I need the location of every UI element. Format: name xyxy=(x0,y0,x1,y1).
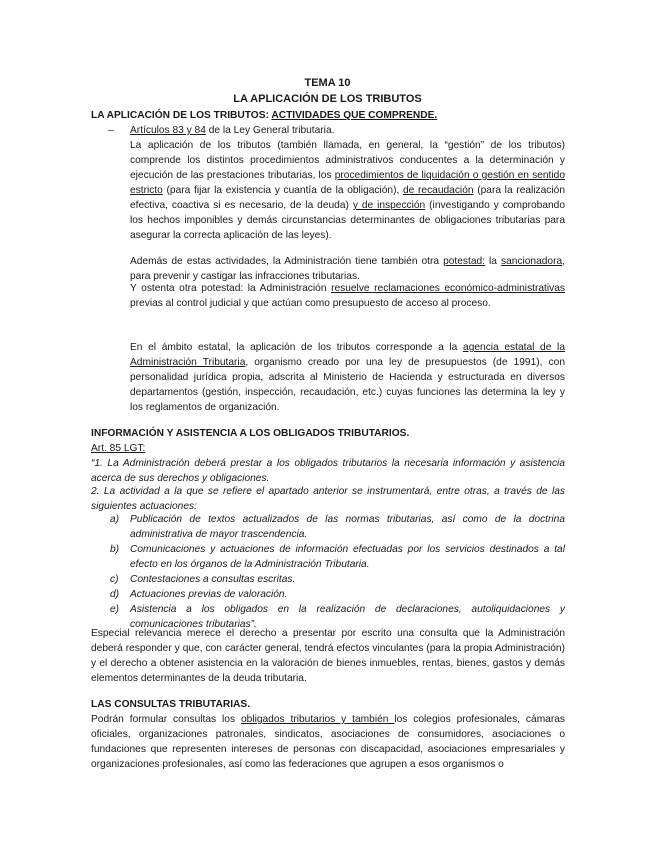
list-item: e) Asistencia a los obligados en la realización de declaraciones, autoliquidaciones y comunicaciones tributarias”. xyxy=(110,604,565,630)
article-85-reference: Art. 85 LGT: xyxy=(91,443,146,454)
paragraph-especial-relevancia: Especial relevancia merece el derecho a presentar por escrito una consulta que la Administración deberá responder y que, con carácter general, tendrá efectos vinculantes (para la propia Administración) y el derecho a obtener asistencia en la valoración de bienes inmuebles, rentas, bienes, gastos y demás elementos determinantes de la deuda tributaria. xyxy=(91,628,565,684)
paragraph-reclamaciones: Y ostenta otra potestad: la Administración resuelve reclamaciones económico-administrativas previas al control judicial y que actúan como presupuesto de acceso al proceso. xyxy=(130,283,565,309)
quote-paragraph-2: 2. La actividad a la que se refiere el apartado anterior se instrumentará, entre otras, a través de las siguientes actuaciones: xyxy=(91,486,565,512)
articles-reference: Artículos 83 y 84 xyxy=(130,125,206,136)
articles-line: Artículos 83 y 84 de la Ley General tributaria. xyxy=(130,125,335,136)
section-heading-aplicacion: LA APLICACIÓN DE LOS TRIBUTOS: ACTIVIDADES QUE COMPRENDE. xyxy=(91,110,438,121)
paragraph-agencia-estatal: En el ámbito estatal, la aplicación de los tributos corresponde a la agencia estatal de la Administración Tributaria, organismo creado por una ley de presupuestos (de 1991), con personalidad jurídica propia, adscrita al Ministerio de Hacienda y estructurada en diversos departamentos (gestión, inspección, recaudación, etc.) cuyas funciones las determina la ley y los reglamentos de organización. xyxy=(130,342,565,413)
list-item: a) Publicación de textos actualizados de las normas tributarias, así como de la doctrina administrativa de mayor trascendencia. xyxy=(110,514,565,540)
quote-paragraph-1: “1. La Administración deberá prestar a los obligados tributarios la necesaria información y asistencia acerca de sus derechos y obligaciones. xyxy=(91,458,565,484)
paragraph-aplicacion: La aplicación de los tributos (también llamada, en general, la “gestión” de los tributos) comprende los distintos procedimientos administrativos conducentes a la determinación y ejecución de las prestaciones tributarias, los procedimientos de liquidación o gestión en sentido estricto (para fijar la existencia y cuantía de la obligación), de recaudación (para la realización efectiva, coactiva si es necesario, de la deuda) y de inspección (investigando y comprobando los hechos imponibles y demás circunstancias determinantes de obligaciones tributarias para asegurar la correcta aplicación de las leyes). xyxy=(130,140,565,241)
paragraph-consultas: Podrán formular consultas los obligados tributarios y también los colegios profesionales, cámaras oficiales, organizaciones patronales, sindicatos, asociaciones de consumidores, asociaciones o fundaciones que representen intereses de personas con discapacidad, asociaciones empresariales y organizaciones profesionales, así como las federaciones que agrupen a esos organismos o xyxy=(91,714,565,770)
list-item: d) Actuaciones previas de valoración. xyxy=(110,589,288,600)
page-title: TEMA 10 xyxy=(304,77,351,89)
list-item: c) Contestaciones a consultas escritas. xyxy=(110,574,296,585)
section-heading-informacion: INFORMACIÓN Y ASISTENCIA A LOS OBLIGADOS TRIBUTARIOS. xyxy=(91,428,410,439)
paragraph-potestad-sancionadora: Además de estas actividades, la Administración tiene también otra potestad: la sancionadora, para prevenir y castigar las infracciones tributarias. xyxy=(130,256,565,282)
page-subtitle: LA APLICACIÓN DE LOS TRIBUTOS xyxy=(233,93,422,105)
actuaciones-list xyxy=(110,512,565,632)
dash-bullet: – xyxy=(108,125,114,136)
section-heading-consultas: LAS CONSULTAS TRIBUTARIAS. xyxy=(91,699,251,710)
list-item: b) Comunicaciones y actuaciones de información efectuadas por los servicios destinados a tal efecto en los órganos de la Administración Tributaria. xyxy=(110,544,565,570)
